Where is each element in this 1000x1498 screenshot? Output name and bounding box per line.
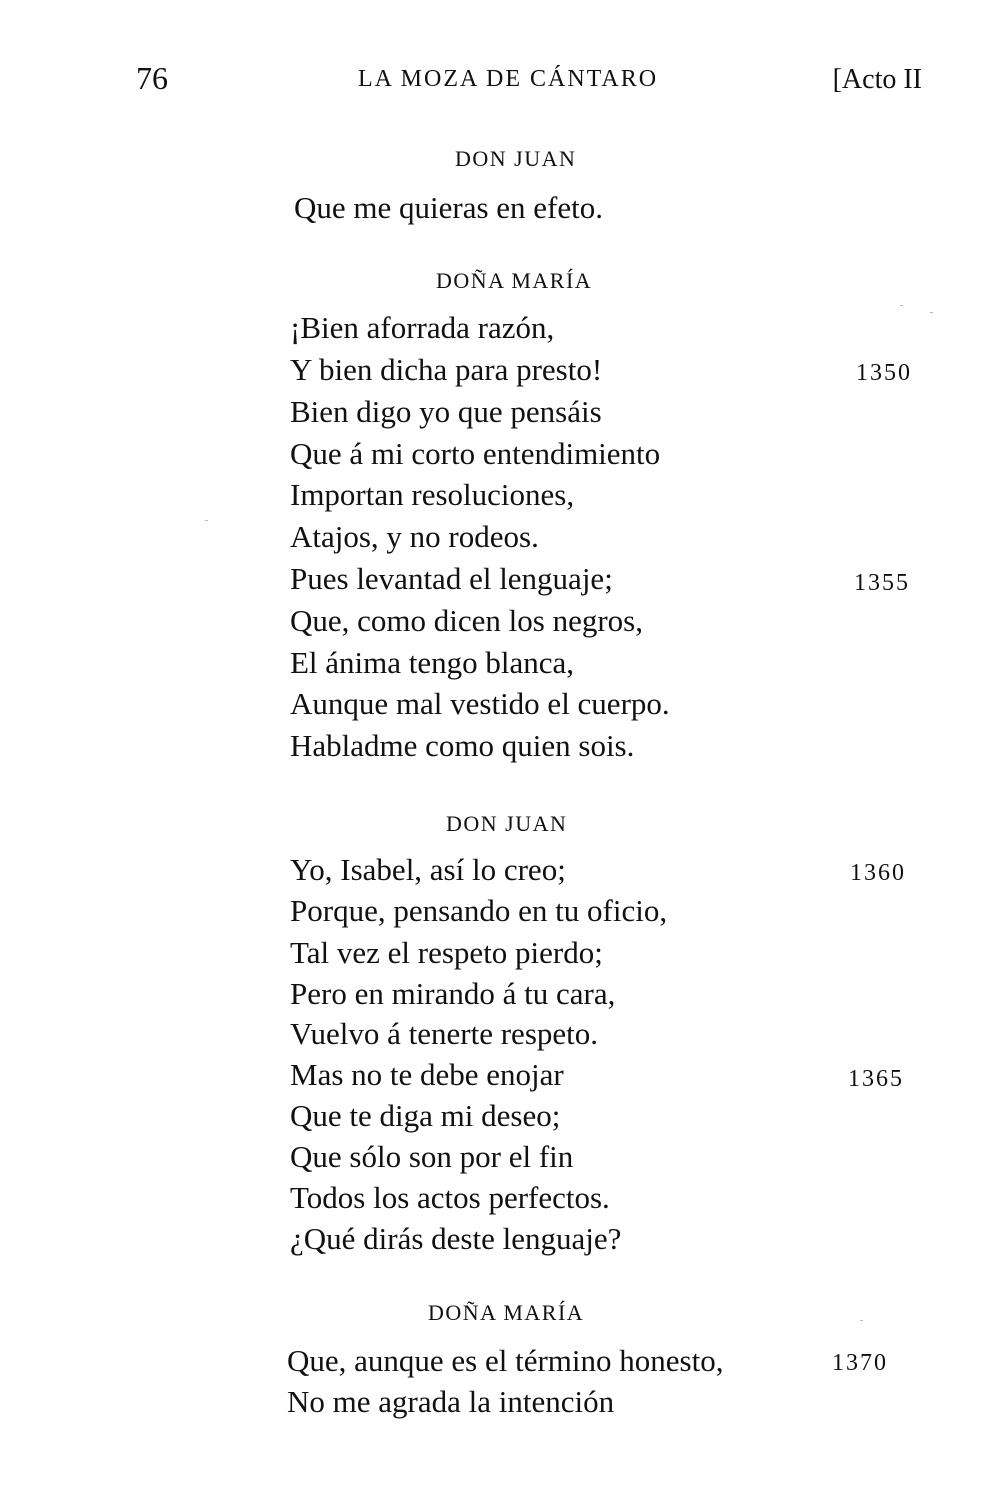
verse-line: ¿Qué dirás deste lenguaje? bbox=[290, 1221, 622, 1256]
verse-line: Que, aunque es el término honesto, bbox=[287, 1343, 724, 1378]
verse-line: Pues levantad el lenguaje; bbox=[290, 561, 613, 596]
verse-line: Todos los actos perfectos. bbox=[290, 1180, 610, 1215]
verse-line: Y bien dicha para presto! bbox=[290, 352, 603, 387]
verse-line: Tal vez el respeto pierdo; bbox=[290, 935, 603, 970]
verse-line: Que á mi corto entendimiento bbox=[290, 436, 661, 471]
line-number: 1355 bbox=[854, 570, 910, 596]
scan-speck bbox=[860, 1320, 863, 1321]
verse-line: Que me quieras en efeto. bbox=[294, 190, 604, 225]
line-number: 1365 bbox=[848, 1066, 904, 1092]
verse-line: Yo, Isabel, así lo creo; bbox=[290, 852, 566, 887]
speaker-name: DON JUAN bbox=[446, 811, 568, 836]
verse-line: Vuelvo á tenerte respeto. bbox=[290, 1016, 599, 1051]
running-title: LA MOZA DE CÁNTARO bbox=[358, 66, 659, 92]
verse-line: Porque, pensando en tu oficio, bbox=[290, 893, 668, 928]
page-header bbox=[130, 60, 930, 106]
line-number: 1350 bbox=[856, 360, 912, 386]
verse-line: El ánima tengo blanca, bbox=[290, 645, 575, 680]
verse-line: Atajos, y no rodeos. bbox=[290, 519, 539, 554]
speaker-name: DOÑA MARÍA bbox=[436, 268, 593, 293]
page-number: 76 bbox=[136, 60, 168, 96]
verse-line: No me agrada la intención bbox=[287, 1384, 615, 1419]
scan-speck bbox=[205, 520, 208, 521]
verse-line: Mas no te debe enojar bbox=[290, 1057, 564, 1092]
verse-line: Bien digo yo que pensáis bbox=[290, 394, 602, 429]
act-label: [Acto II bbox=[832, 64, 922, 95]
verse-line: Importan resoluciones, bbox=[290, 477, 575, 512]
scan-speck bbox=[930, 312, 933, 313]
verse-line: Que sólo son por el fin bbox=[290, 1139, 574, 1174]
speaker-name: DON JUAN bbox=[455, 146, 577, 171]
line-number: 1370 bbox=[832, 1350, 888, 1376]
verse-line: Que te diga mi deseo; bbox=[290, 1098, 561, 1133]
verse-line: Habladme como quien sois. bbox=[290, 728, 635, 763]
scan-speck bbox=[900, 305, 903, 306]
verse-line: ¡Bien aforrada razón, bbox=[290, 310, 555, 345]
verse-line: Pero en mirando á tu cara, bbox=[290, 976, 616, 1011]
line-number: 1360 bbox=[850, 860, 906, 886]
speaker-name: DOÑA MARÍA bbox=[428, 1300, 585, 1325]
verse-line: Aunque mal vestido el cuerpo. bbox=[290, 686, 670, 721]
verse-line: Que, como dicen los negros, bbox=[290, 603, 643, 638]
